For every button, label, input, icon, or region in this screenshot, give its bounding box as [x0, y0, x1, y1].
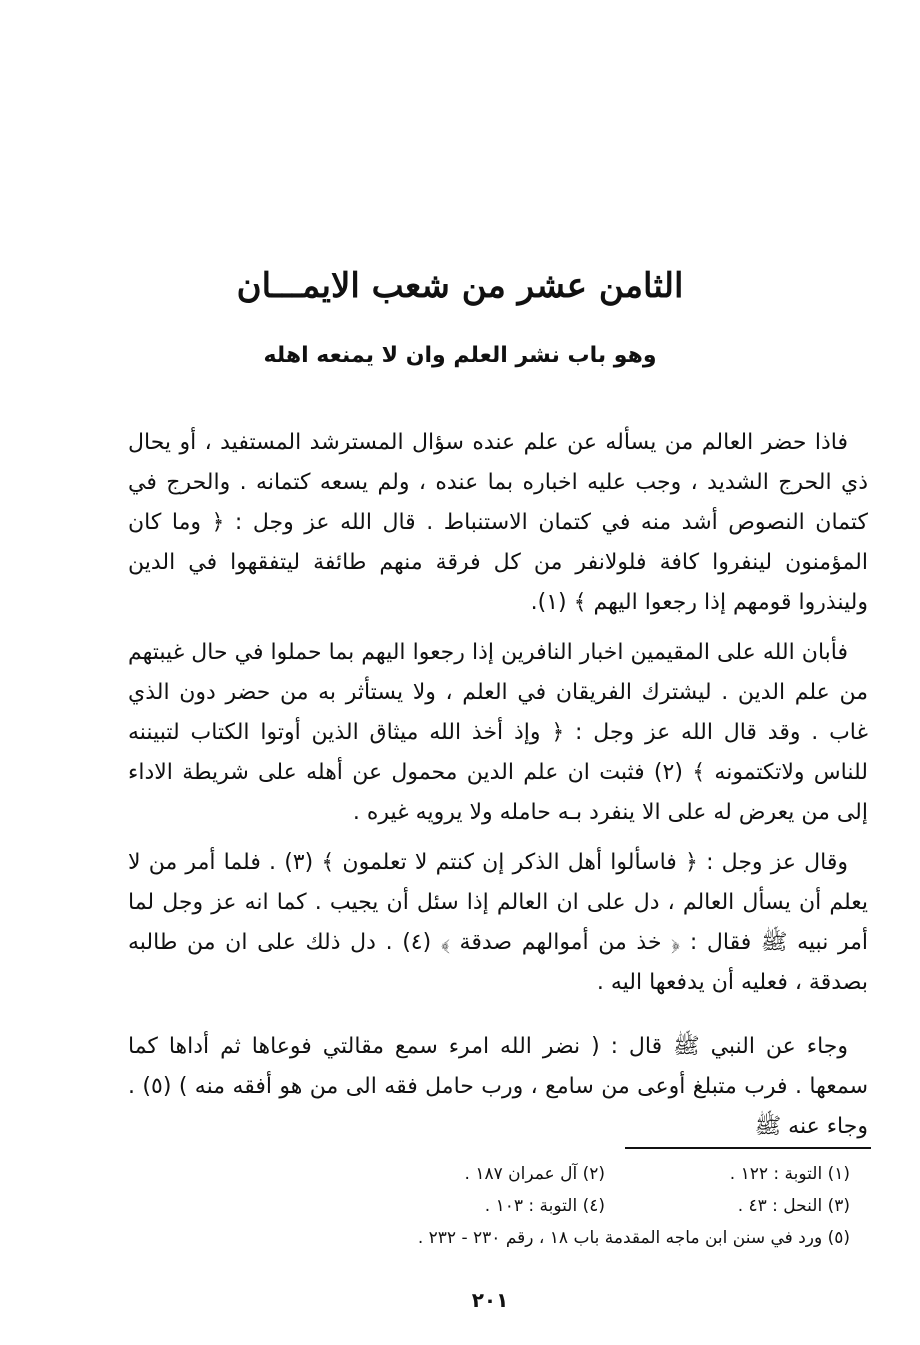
footnotes: [360, 1158, 850, 1254]
chapter-subtitle: وهو باب نشر العلم وان لا يمنعه اهله: [263, 343, 657, 368]
paragraph-2: فأبان الله على المقيمين اخبار النافرين إذا رجعوا اليهم بما حملوا في حال غيبتهم من علم الدين . ليشترك الفريقان في العلم ، ولا يستأثر به من حضر دون الذي غاب . وقد قال الله عز وجل : ﴿ وإذ أخذ الله ميثاق الذين أوتوا الكتاب لتبيننه للناس ولاتكتمونه ﴾ (٢) فثبت ان علم الدين محمول عن أهله على شريطة الاداء إلى من يعرض له على الا ينفرد بـه حامله ولا يرويه غيره .: [128, 640, 868, 825]
paragraph-4: وجاء عن النبي ﷺ قال : ( نضر الله امرء سمع مقالتي فوعاها ثم أداها كما سمعها . فرب متبلغ أوعى من سامع ، ورب حامل فقه الى من هو أفقه منه ) (٥) . وجاء عنه ﷺ: [128, 1034, 868, 1139]
footnote-3: (٣) النحل : ٤٣ .: [737, 1196, 850, 1216]
footnote-row: [360, 1222, 850, 1254]
body-text: [128, 423, 868, 1147]
footnote-divider: [625, 1147, 871, 1149]
footnote-row: [360, 1158, 850, 1190]
paragraph-1: فاذا حضر العالم من يسأله عن علم عنده سؤال المسترشد المستفيد ، أو يحال ذي الحرج الشديد ، وجب عليه اخباره بما عنده ، ولم يسعه كتمانه . والحرج في كتمان النصوص أشد منه في كتمان الاستنباط . قال الله عز وجل : ﴿ وما كان المؤمنون لينفروا كافة فلولانفر من كل فرقة منهم طائفة ليتفقهوا في الدين ولينذروا قومهم إذا رجعوا اليهم ﴾ (١).: [128, 430, 868, 615]
footnote-1: (١) التوبة : ١٢٢ .: [729, 1164, 850, 1184]
footnote-2: (٢) آل عمران ١٨٧ .: [464, 1164, 605, 1184]
footnote-row: [360, 1190, 850, 1222]
paragraph-3: وقال عز وجل : ﴿ فاسألوا أهل الذكر إن كنتم لا تعلمون ﴾ (٣) . فلما أمر من لا يعلم أن يسأل العالم ، دل على ان العالم إذا سئل أن يجيب . كما انه عز وجل لما أمر نبيه ﷺ فقال : ﴿ خذ من أموالهم صدقة ﴾ (٤) . دل ذلك على ان من طالبه بصدقة ، فعليه أن يدفعها اليه .: [128, 850, 868, 995]
footnote-4: (٤) التوبة : ١٠٣ .: [484, 1196, 605, 1216]
footnote-5: (٥) ورد في سنن ابن ماجه المقدمة باب ١٨ ، رقم ٢٣٠ - ٢٣٢ .: [417, 1228, 850, 1248]
chapter-title: الثامن عشر من شعب الايمـــان: [236, 266, 684, 306]
page-number: ٢٠١: [471, 1288, 509, 1312]
